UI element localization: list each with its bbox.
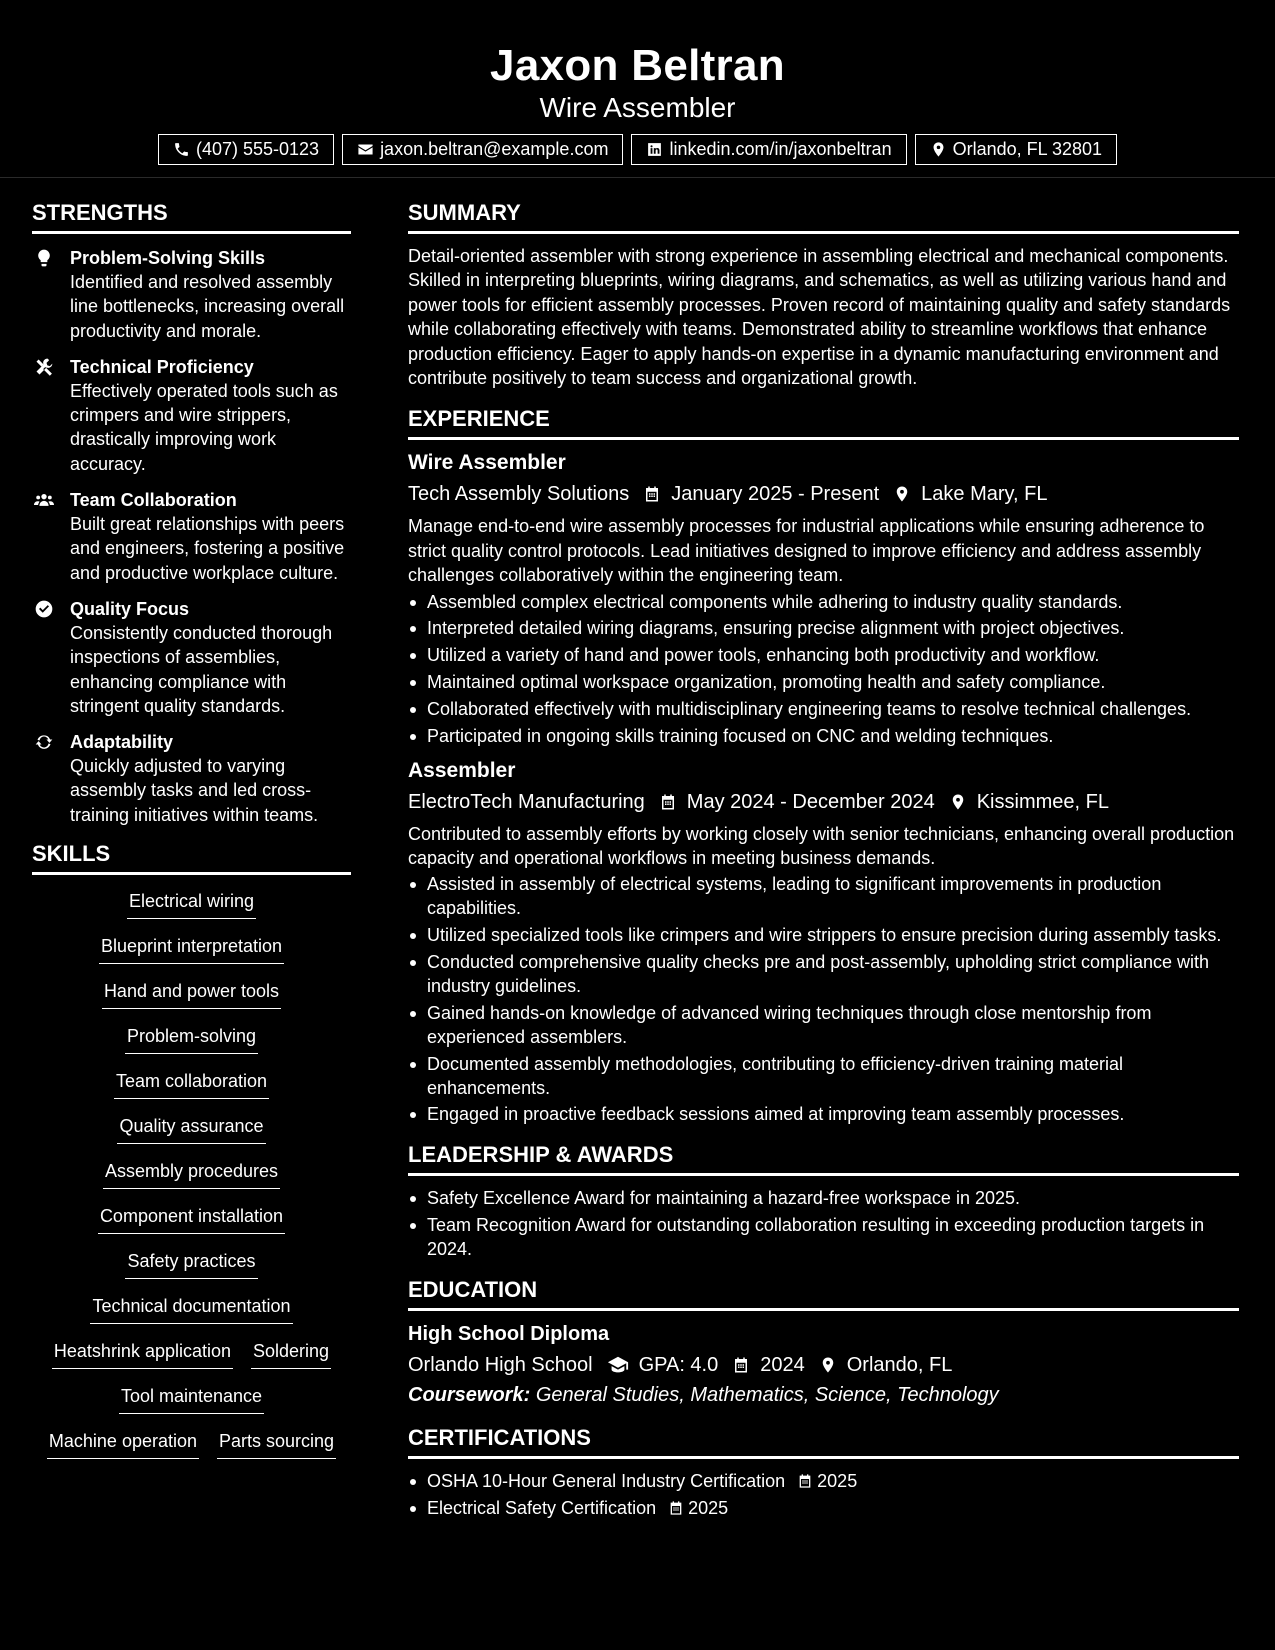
map-pin-icon [949, 793, 967, 811]
calendar-icon [732, 1356, 750, 1374]
skill-tag: Safety practices [125, 1249, 257, 1279]
list-item: Utilized specialized tools like crimpers and wire strippers to ensure precision during assembly tasks. [408, 923, 1239, 947]
tools-icon [34, 357, 54, 377]
strength-desc: Built great relationships with peers and engineers, fostering a positive and productive workplace culture. [70, 514, 345, 583]
candidate-name: Jaxon Beltran [490, 41, 785, 90]
strength-item [32, 597, 351, 718]
list-item: Collaborated effectively with multidisciplinary engineering teams to resolve technical challenges. [408, 697, 1239, 721]
strength-desc: Effectively operated tools such as crimpers and wire strippers, drastically improving work accuracy. [70, 380, 338, 474]
skill-tag: Problem-solving [125, 1024, 258, 1054]
skills-title: SKILLS [32, 841, 351, 875]
resume-header [0, 0, 1275, 178]
experience-title: EXPERIENCE [408, 406, 1239, 440]
coursework-label: Coursework: [408, 1384, 531, 1407]
strength-desc: Consistently conducted thorough inspections of assemblies, enhancing compliance with stringent quality standards. [70, 622, 333, 716]
strength-desc: Quickly adjusted to varying assembly tasks and led cross-training initiatives within teams. [70, 756, 319, 825]
skill-tag: Soldering [251, 1339, 331, 1369]
list-item [408, 1496, 1239, 1520]
job-dates: May 2024 - December 2024 [686, 790, 935, 813]
cert-year: 2025 [688, 1498, 729, 1519]
skills-list [32, 889, 351, 1474]
summary-text: Detail-oriented assembler with strong experience in assembling electrical and mechanical components. Skilled in interpreting blueprints, wiring diagrams, and schematics, as well as utilizing various hand and power tools for efficient assembly processes. Proven record of maintaining quality and safety standards while collaborating effectively with teams. Demonstrated ability to streamline workflows that enhance production efficiency. Eager to apply hands-on expertise in a dynamic manufacturing environment and contribute positively to team success and organizational growth. [408, 246, 1231, 389]
skill-tag: Technical documentation [90, 1294, 292, 1324]
skill-tag: Component installation [98, 1204, 285, 1234]
job-company: ElectroTech Manufacturing [408, 790, 645, 813]
strength-desc: Identified and resolved assembly line bottlenecks, increasing overall productivity and morale. [70, 272, 345, 341]
cert-year: 2025 [817, 1471, 858, 1492]
skill-tag: Hand and power tools [102, 979, 281, 1009]
job-entry [408, 450, 1239, 747]
list-item: Documented assembly methodologies, contributing to efficiency-driven training material enhancements. [408, 1052, 1239, 1100]
job-dates: January 2025 - Present [671, 483, 880, 506]
graduation-cap-icon [607, 1354, 629, 1376]
list-item: Team Recognition Award for outstanding collaboration resulting in exceeding production targets in 2024. [408, 1213, 1239, 1261]
map-pin-icon [930, 141, 947, 158]
contact-linkedin[interactable] [631, 134, 906, 165]
education-meta [408, 1351, 1239, 1379]
certifications-title: CERTIFICATIONS [408, 1425, 1239, 1459]
list-item: Conducted comprehensive quality checks pre and post-assembly, upholding strict compliance with industry guidelines. [408, 950, 1239, 998]
contact-email[interactable] [342, 134, 623, 165]
contact-location[interactable] [915, 134, 1117, 165]
list-item: Gained hands-on knowledge of advanced wiring techniques through close mentorship from experienced assemblers. [408, 1001, 1239, 1049]
skill-tag: Machine operation [47, 1429, 199, 1459]
list-item: Engaged in proactive feedback sessions aimed at improving team assembly processes. [408, 1102, 1239, 1126]
job-bullets [408, 872, 1239, 1126]
cert-name: OSHA 10-Hour General Industry Certification [427, 1471, 786, 1492]
job-meta [408, 480, 1239, 508]
skill-tag: Parts sourcing [217, 1429, 336, 1459]
strength-title: Problem-Solving Skills [70, 248, 266, 268]
strength-item [32, 246, 351, 343]
strengths-title: STRENGTHS [32, 200, 351, 234]
job-location: Kissimmee, FL [976, 790, 1109, 813]
lightbulb-icon [34, 248, 54, 268]
job-location: Lake Mary, FL [921, 483, 1048, 506]
candidate-role: Wire Assembler [539, 92, 736, 123]
calendar-icon [643, 485, 661, 503]
strengths-list [32, 246, 351, 827]
job-bullets [408, 590, 1239, 748]
list-item: Maintained optimal workspace organization, promoting health and safety compliance. [408, 670, 1239, 694]
job-company: Tech Assembly Solutions [408, 483, 630, 506]
contact-location-text: Orlando, FL 32801 [952, 139, 1103, 159]
list-item: Interpreted detailed wiring diagrams, ensuring precise alignment with project objectives. [408, 616, 1239, 640]
skill-tag: Assembly procedures [103, 1159, 280, 1189]
strength-item [32, 488, 351, 585]
map-pin-icon [893, 485, 911, 503]
strength-title: Technical Proficiency [70, 356, 254, 377]
list-item: Assisted in assembly of electrical systems, leading to significant improvements in production capabilities. [408, 872, 1239, 920]
summary-title: SUMMARY [408, 200, 1239, 234]
certifications-list [408, 1469, 1239, 1520]
skill-tag: Team collaboration [114, 1069, 269, 1099]
users-icon [34, 490, 54, 510]
right-column [408, 200, 1239, 1523]
left-column [32, 200, 351, 1474]
envelope-icon [357, 141, 374, 158]
phone-icon [173, 141, 190, 158]
contact-phone[interactable] [158, 134, 334, 165]
skill-tag: Electrical wiring [127, 889, 256, 919]
skill-tag: Quality assurance [117, 1114, 265, 1144]
strength-title: Adaptability [70, 732, 174, 753]
education-gpa: GPA: 4.0 [638, 1354, 719, 1377]
skill-tag: Tool maintenance [119, 1384, 264, 1414]
contact-email-text: jaxon.beltran@example.com [380, 139, 609, 159]
coursework-text: General Studies, Mathematics, Science, Technology [535, 1384, 999, 1407]
job-meta [408, 788, 1239, 816]
linkedin-icon [646, 141, 663, 158]
contact-linkedin-text: linkedin.com/in/jaxonbeltran [669, 139, 892, 159]
strength-item [32, 355, 351, 476]
strength-title: Quality Focus [70, 598, 190, 619]
cert-name: Electrical Safety Certification [427, 1498, 657, 1519]
job-title: Wire Assembler [408, 451, 566, 475]
strength-item [32, 730, 351, 827]
job-description: Contributed to assembly efforts by working closely with senior technicians, enhancing overall production capacity and operational workflows in meeting business demands. [408, 823, 1235, 869]
list-item: Safety Excellence Award for maintaining a hazard-free workspace in 2025. [408, 1186, 1239, 1210]
job-title: Assembler [408, 758, 516, 782]
list-item: Utilized a variety of hand and power tools, enhancing both productivity and workflow. [408, 643, 1239, 667]
education-title: EDUCATION [408, 1277, 1239, 1311]
contact-bar [0, 134, 1275, 165]
strength-title: Team Collaboration [70, 490, 237, 511]
list-item: Participated in ongoing skills training focused on CNC and welding techniques. [408, 724, 1239, 748]
education-degree: High School Diploma [408, 1323, 610, 1346]
education-coursework [408, 1381, 1239, 1409]
job-description: Manage end-to-end wire assembly processes for industrial applications while ensuring adherence to strict quality control protocols. Lead initiatives designed to improve efficiency and address assembly challenges collaboratively within the engineering team. [408, 516, 1205, 586]
calendar-icon [659, 793, 677, 811]
awards-title: LEADERSHIP & AWARDS [408, 1142, 1239, 1176]
education-location: Orlando, FL [846, 1354, 953, 1377]
sync-icon [34, 732, 54, 752]
skill-tag: Blueprint interpretation [99, 934, 284, 964]
list-item: Assembled complex electrical components while adhering to industry quality standards. [408, 590, 1239, 614]
skill-tag: Heatshrink application [52, 1339, 233, 1369]
check-circle-icon [34, 599, 54, 619]
awards-list [408, 1186, 1239, 1261]
contact-phone-text: (407) 555-0123 [195, 139, 320, 159]
list-item [408, 1469, 1239, 1493]
education-school: Orlando High School [408, 1354, 593, 1377]
calendar-icon [797, 1473, 813, 1489]
map-pin-icon [819, 1356, 837, 1374]
education-year: 2024 [760, 1354, 805, 1377]
job-entry [408, 758, 1239, 1127]
calendar-icon [668, 1500, 684, 1516]
